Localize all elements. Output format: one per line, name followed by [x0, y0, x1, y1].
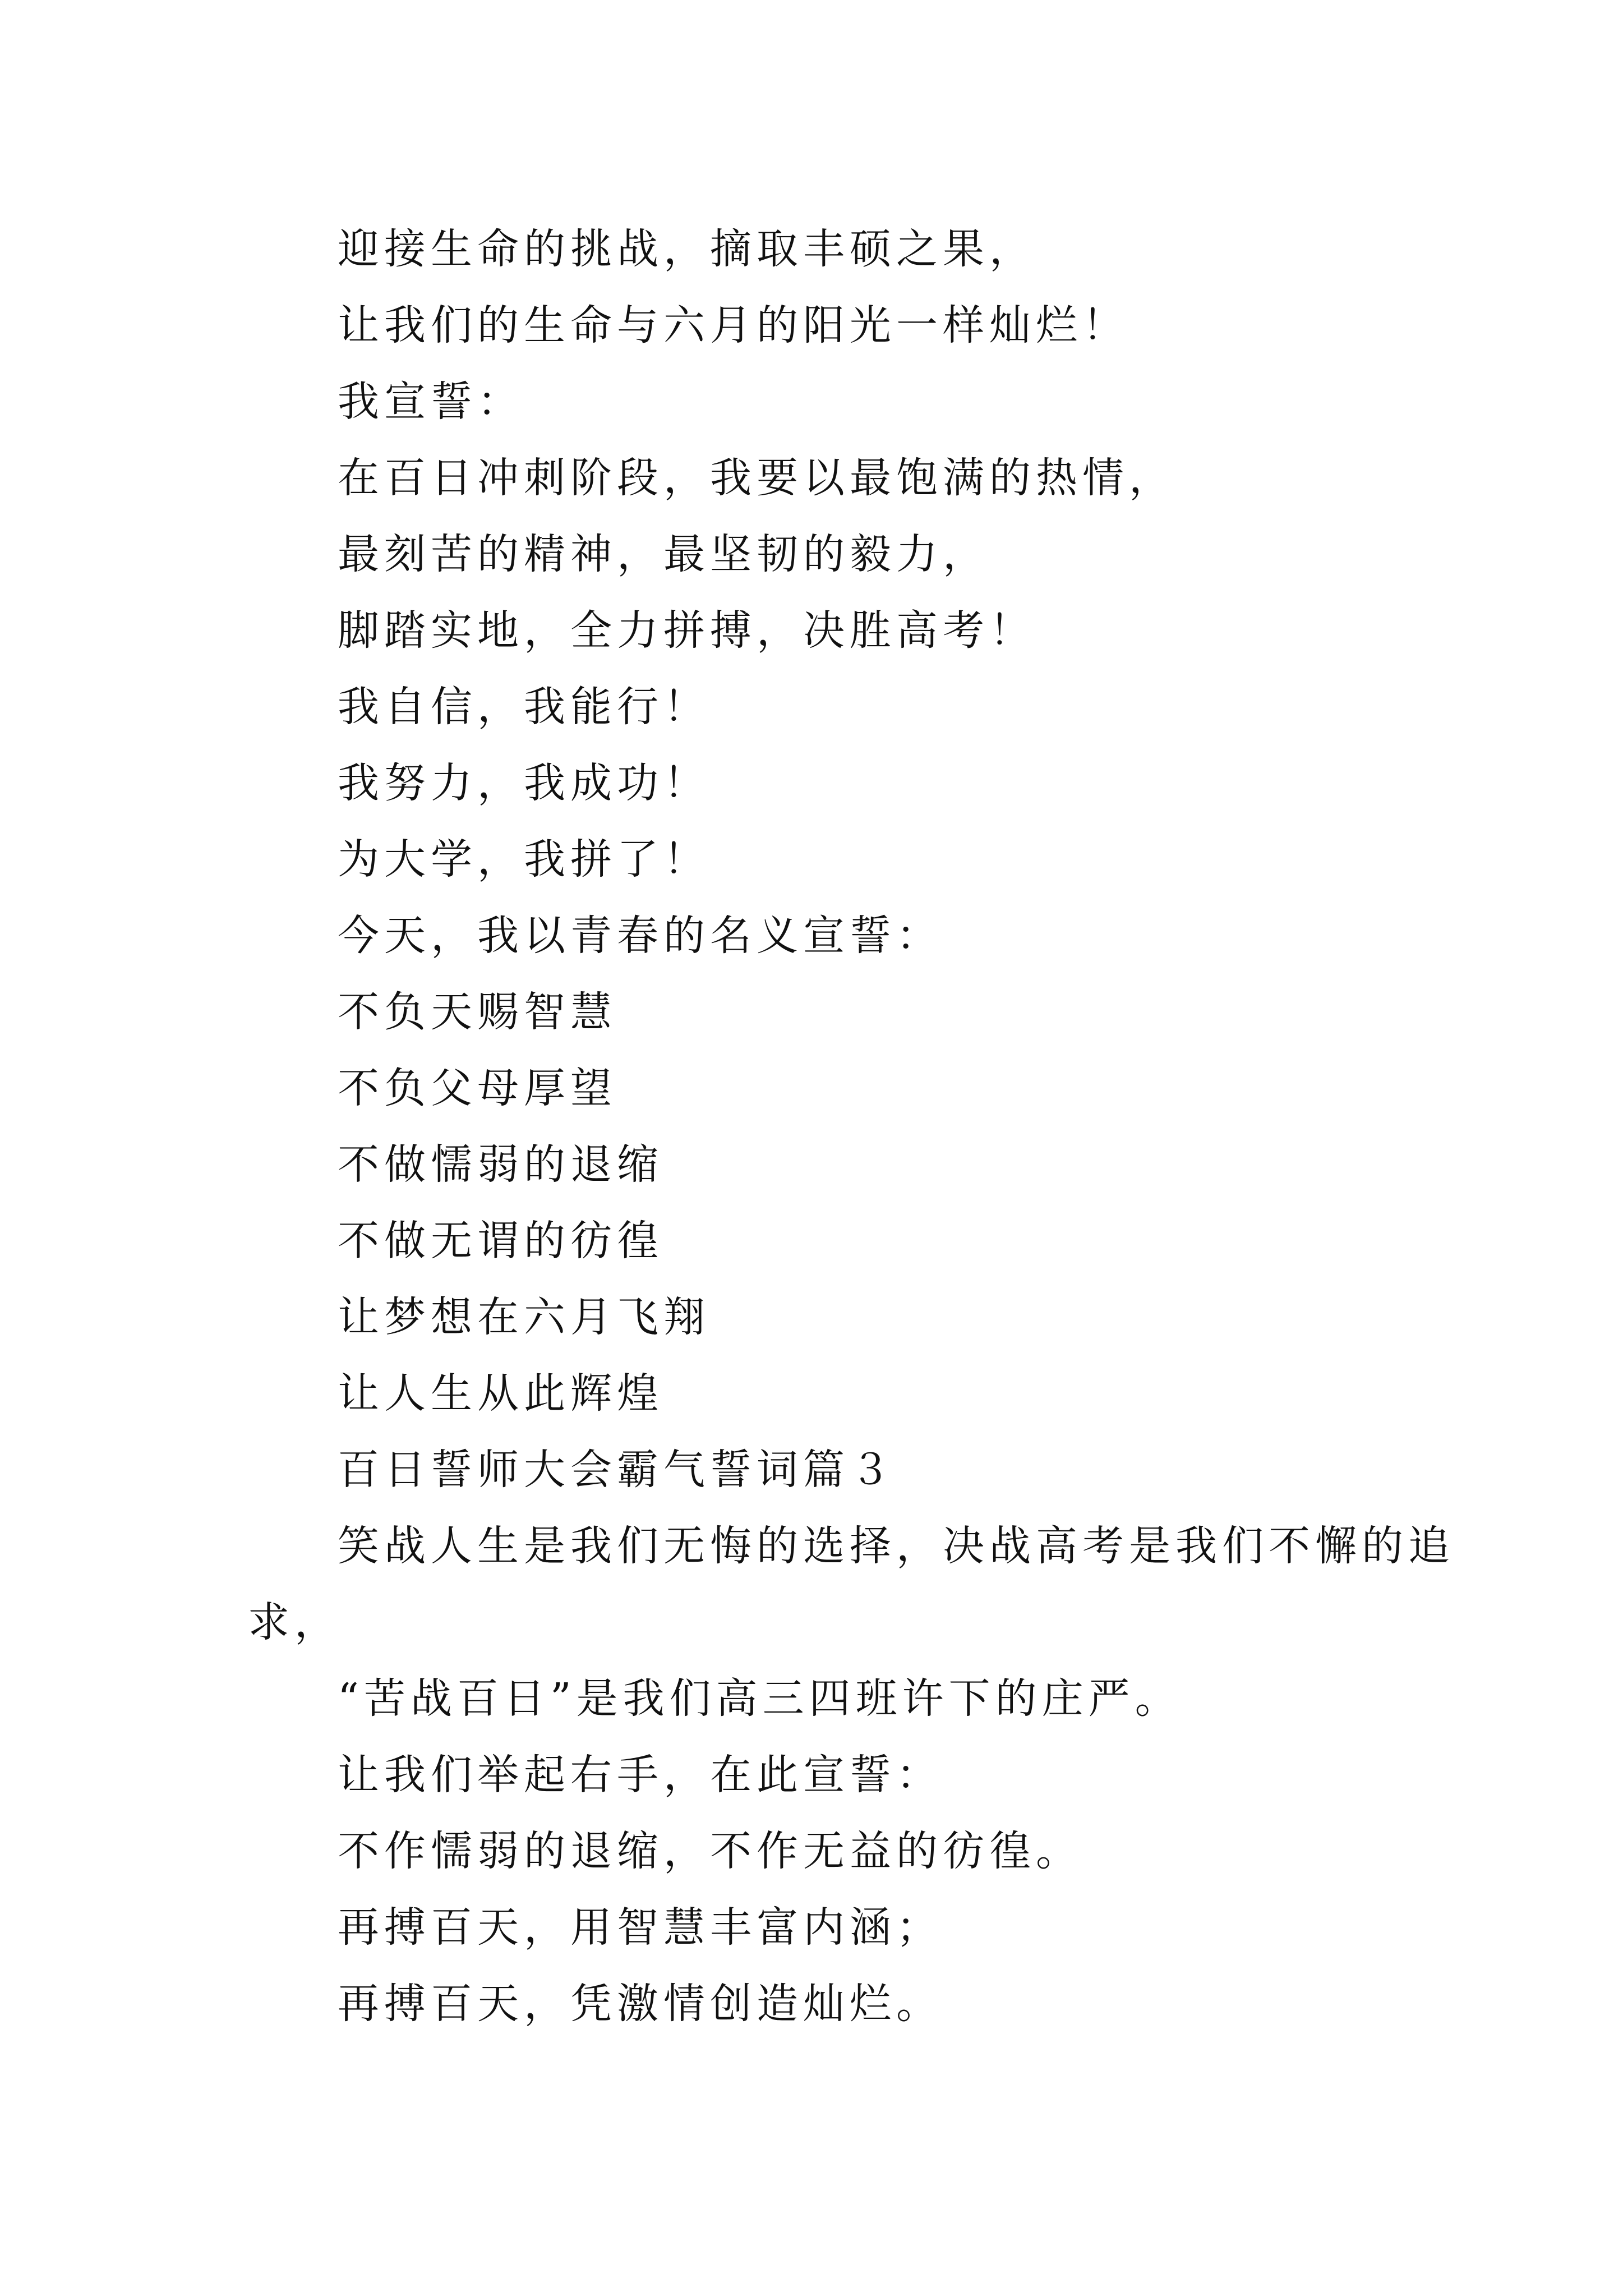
text-line-continuation: 求， [248, 1598, 341, 1646]
text-line: 迎接生命的挑战，摘取丰硕之果， [338, 225, 1036, 273]
text-line: 今天，我以青春的名义宣誓： [338, 912, 943, 960]
text-line: 我努力，我成功！ [338, 759, 710, 807]
text-line: 最刻苦的精神，最坚韧的毅力， [338, 530, 989, 578]
text-line: 我宣誓： [338, 378, 524, 426]
text-line: 我自信，我能行！ [338, 683, 710, 731]
section-heading: 百日誓师大会霸气誓词篇３ [338, 1446, 896, 1494]
text-line: 不做懦弱的退缩 [338, 1140, 663, 1189]
text-line: 让我们举起右手，在此宣誓： [338, 1751, 943, 1799]
text-line: 不做无谓的彷徨 [338, 1217, 663, 1265]
text-line: 不作懦弱的退缩，不作无益的彷徨。 [338, 1827, 1082, 1875]
text-line: 笑战人生是我们无悔的选择，决战高考是我们不懈的追 [338, 1522, 1455, 1570]
text-line: 再搏百天，凭激情创造灿烂。 [338, 1980, 943, 2028]
document-body [248, 211, 1455, 2042]
text-line: 不负父母厚望 [338, 1064, 617, 1112]
text-line: 再搏百天，用智慧丰富内涵； [338, 1903, 943, 1952]
text-line: 在百日冲刺阶段，我要以最饱满的热情， [338, 454, 1175, 502]
text-line: 脚踏实地，全力拼搏，决胜高考！ [338, 606, 1036, 655]
text-line: 让人生从此辉煌 [338, 1369, 663, 1418]
text-line: 不负天赐智慧 [338, 988, 617, 1036]
text-line: 让我们的生命与六月的阳光一样灿烂！ [338, 301, 1129, 349]
text-line: 为大学，我拼了！ [338, 835, 710, 884]
text-line: 让梦想在六月飞翔 [338, 1293, 710, 1341]
text-line: “苦战百日”是我们高三四班许下的庄严。 [338, 1674, 1182, 1723]
